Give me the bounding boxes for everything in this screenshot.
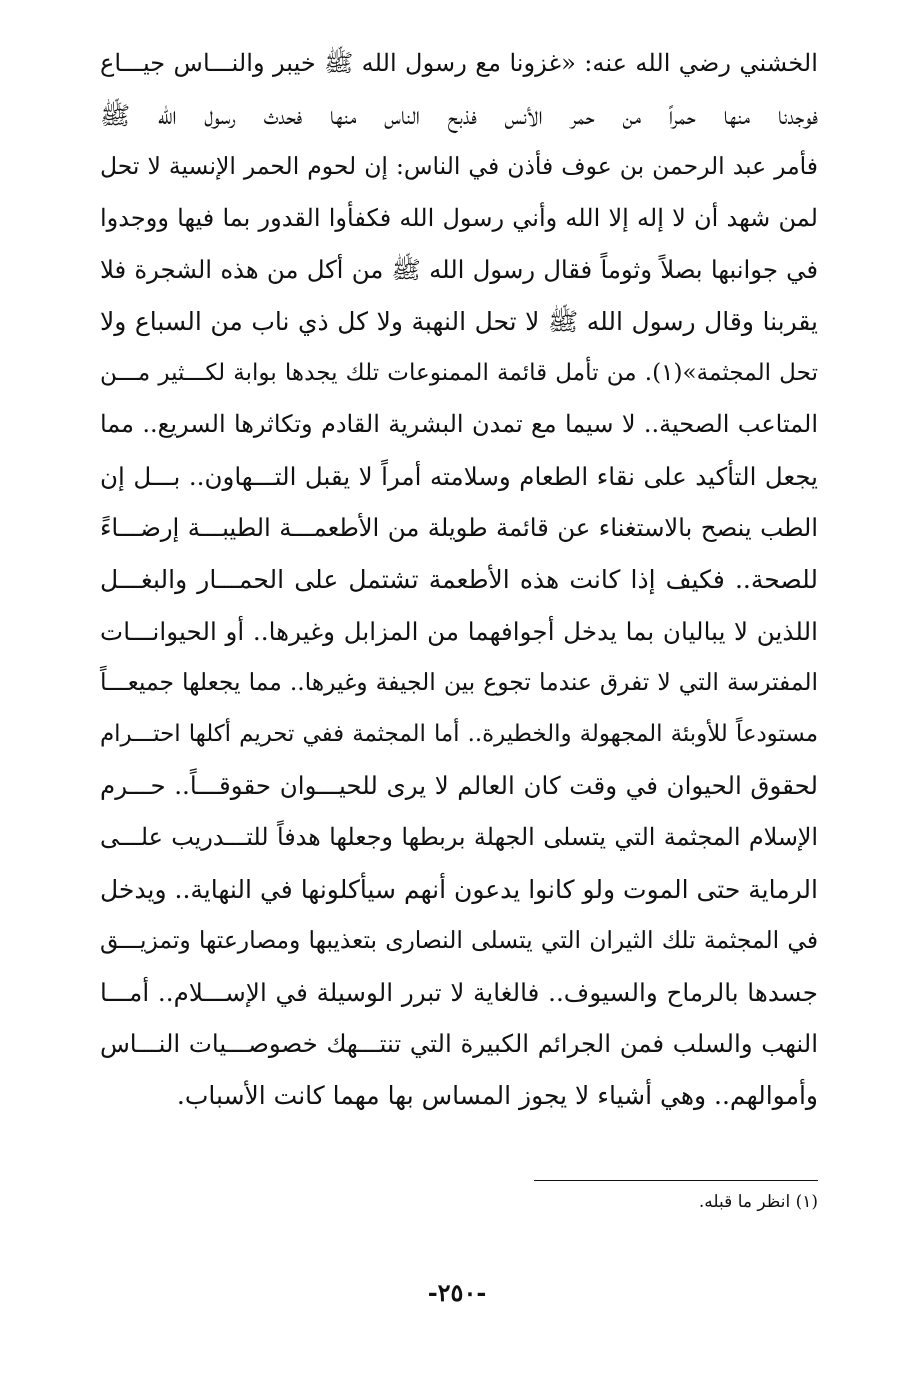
text-line: الطب ينصح بالاستغناء عن قائمة طويلة من الأطعمـــة الطيبـــة إرضـــاءً (100, 513, 818, 543)
text-line: فأمر عبد الرحمن بن عوف فأذن في الناس: إن لحوم الحمر الإنسية لا تحل (100, 152, 818, 181)
text-line: وأموالهم.. وهي أشياء لا يجوز المساس بها مهما كانت الأسباب. (176, 1080, 818, 1110)
footnote-divider (534, 1180, 818, 1181)
text-line: يقربنا وقال رسول الله ﷺ لا تحل النهبة ولا كل ذي ناب من السباع ولا (100, 306, 818, 336)
text-line: النهب والسلب فمن الجرائم الكبيرة التي تنتـــهك خصوصـــيات النـــاس (100, 1029, 818, 1059)
footnote: (١) انظر ما قبله. (698, 1192, 818, 1212)
text-line: في المجثمة تلك الثيران التي يتسلى النصارى بتعذيبها ومصارعتها وتمزيـــق (100, 926, 818, 955)
text-line: يجعل التأكيد على نقاء الطعام وسلامته أمراً لا يقبل التـــهاون.. بـــل إن (100, 461, 818, 491)
text-line: المفترسة التي لا تفرق عندما تجوع بين الجيفة وغيرها.. مما يجعلها جميعـــاً (100, 668, 818, 697)
text-line: مستودعاً للأوبئة المجهولة والخطيرة.. أما المجثمة ففي تحريم أكلها احتـــرام (100, 720, 818, 747)
text-line: فوجدنا منها حمراً من حمر الأنس فذبح الناس منها فحدث رسول الله ﷺ (100, 100, 818, 130)
text-line: للصحة.. فكيف إذا كانت هذه الأطعمة تشتمل على الحمـــار والبغـــل (100, 564, 818, 594)
text-line: لمن شهد أن لا إله إلا الله وأني رسول الله فكفأوا القدور بما فيها ووجدوا (100, 203, 818, 232)
text-line: لحقوق الحيوان في وقت كان العالم لا يرى للحيـــوان حقوقـــاً.. حـــرم (100, 771, 818, 801)
text-line: الرماية حتى الموت ولو كانوا يدعون أنهم سيأكلونها في النهاية.. ويدخل (100, 874, 818, 904)
page-number: -٢٥٠- (427, 1278, 487, 1307)
text-line: الخشني رضي الله عنه: «غزونا مع رسول الله ﷺ خيبر والنـــاس جيـــاع (100, 49, 818, 77)
main-text-block (100, 38, 818, 1121)
text-line: اللذين لا يباليان بما يدخل أجوافهما من المزابل وغيرها.. أو الحيوانـــات (100, 616, 818, 646)
text-line: تحل المجثمة»(١). من تأمل قائمة الممنوعات تلك يجدها بوابة لكـــثير مـــن (100, 359, 819, 386)
text-line: المتاعب الصحية.. لا سيما مع تمدن البشرية القادم وتكاثرها السريع.. مما (100, 410, 818, 439)
text-line: جسدها بالرماح والسيوف.. فالغاية لا تبرر الوسيلة في الإســـلام.. أمـــا (100, 977, 818, 1007)
text-line: في جوانبها بصلاً وثوماً فقال رسول الله ﷺ من أكل من هذه الشجرة فلا (100, 255, 818, 285)
text-line: الإسلام المجثمة التي يتسلى الجهلة بربطها وجعلها هدفاً للتـــدريب علـــى (100, 822, 818, 851)
